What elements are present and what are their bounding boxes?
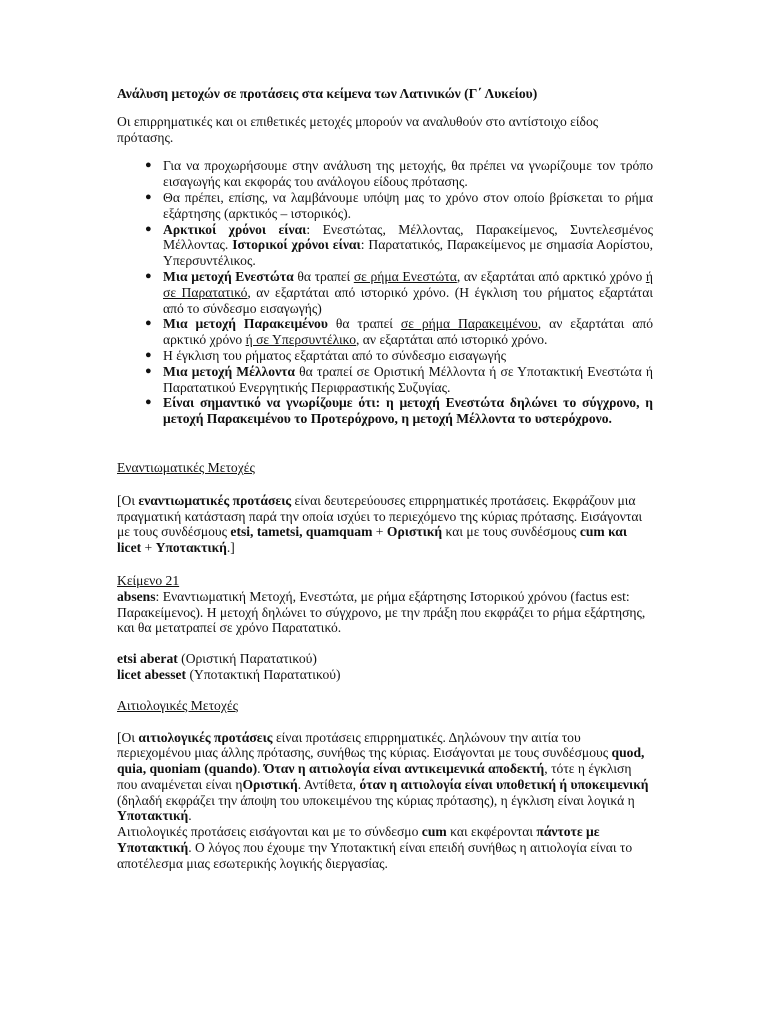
bullet-icon: ●: [145, 269, 152, 282]
bullet-icon: ●: [145, 317, 152, 330]
list-item: ● Η έγκλιση του ρήματος εξαρτάται από το σύνδεσμο εισαγωγής: [145, 347, 507, 363]
list-item: ● Μια μετοχή Παρακειμένου θα τραπεί σε ρήμα Παρακειμένου, αν εξαρτάται από αρκτικό χρόνο ή σε Υπερσυντέλικο, αν εξαρτάται από ιστορικό χρόνο.: [145, 316, 653, 348]
bullet-list: [117, 158, 653, 427]
example-line: etsi aberat (Οριστική Παρατατικού): [117, 651, 317, 667]
text-reference: Κείμενο 21: [117, 572, 180, 588]
bullet-icon: ●: [145, 348, 152, 361]
document-title: Ανάλυση μετοχών σε προτάσεις στα κείμενα των Λατινικών (Γ΄ Λυκείου): [117, 86, 538, 101]
list-item: ● Αρκτικοί χρόνοι είναι: Ενεστώτας, Μέλλοντας, Παρακείμενος, Συντελεσμένος Μέλλοντας. Ιστορικοί χρόνοι είναι: Παρατατικός, Παρακείμενος με σημασία Αορίστου, Υπερσυντέλικος.: [145, 221, 653, 269]
section-heading-causal: Αιτιολογικές Μετοχές: [117, 697, 238, 713]
bullet-icon: ●: [145, 222, 152, 235]
list-item: ● Μια μετοχή Μέλλοντα θα τραπεί σε Οριστική Μέλλοντα ή σε Υποτακτική Ενεστώτα ή Παρατατικού Ενεργητικής Περιφραστικής Συζυγίας.: [145, 363, 653, 395]
causal-cum-paragraph: Αιτιολογικές προτάσεις εισάγονται και με το σύνδεσμο cum και εκφέρονται πάντοτε με Υποτακτική. Ο λόγος που έχουμε την Υποτακτική είναι επειδή συνήθως η αιτιολογία είναι το αποτέλεσμα μιας εσωτερικής λογικής διεργασίας.: [117, 824, 633, 871]
bullet-icon: ●: [145, 364, 152, 377]
section-heading-concessive: Εναντιωματικές Μετοχές: [117, 459, 255, 475]
list-item: ● Μια μετοχή Ενεστώτα θα τραπεί σε ρήμα Ενεστώτα, αν εξαρτάται από αρκτικό χρόνο ή σε Παρατατικό, αν εξαρτάται από ιστορικό χρόνο. (Η έγκλιση του ρήματος εξαρτάται από το σύνδεσμο εισαγωγής): [145, 268, 653, 316]
list-item: ● Είναι σημαντικό να γνωρίζουμε ότι: η μετοχή Ενεστώτα δηλώνει το σύγχρονο, η μετοχή Παρακειμένου το Προτερόχρονο, η μετοχή Μέλλοντα το υστερόχρονο.: [145, 395, 653, 427]
bullet-icon: ●: [145, 159, 152, 172]
example-line: licet abesset (Υποτακτική Παρατατικού): [117, 666, 341, 682]
document-body: [117, 86, 653, 872]
absens-analysis: absens: Εναντιωματική Μετοχή, Ενεστώτα, με ρήμα εξάρτησης Ιστορικού χρόνου (factus est: Παρακείμενος). Η μετοχή δηλώνει το σύγχρονο, με την πράξη που εκφράζει το ρήμα εξάρτησης, και θα μετατραπεί σε χρόνο Παρατατικό.: [117, 588, 646, 636]
bullet-icon: ●: [145, 396, 152, 409]
bullet-icon: ●: [145, 190, 152, 203]
intro-paragraph: Οι επιρρηματικές και οι επιθετικές μετοχές μπορούν να αναλυθούν στο αντίστοιχο είδος πρότασης.: [117, 113, 599, 145]
list-item: ● Για να προχωρήσουμε στην ανάλυση της μετοχής, θα πρέπει να γνωρίζουμε τον τρόπο εισαγωγής και εκφοράς του ανάλογου είδους πρότασης.: [145, 158, 653, 190]
causal-paragraph: [Οι αιτιολογικές προτάσεις είναι προτάσεις επιρρηματικές. Δηλώνουν την αιτία του περιεχομένου μιας άλλης πρότασης, συνήθως της κύριας. Εισάγονται με τους συνδέσμους quod, quia, quoniam (quando). Όταν η αιτιολογία είναι αντικειμενικά αποδεκτή, τότε η έγκλιση που αναμένεται είναι ηΟριστική. Αντίθετα, όταν η αιτιολογία είναι υποθετική ή υποκειμενική (δηλαδή εκφράζει την άποψη του υποκειμένου της κύριας πρότασης), η έγκλιση είναι λογικά η Υποτακτική.: [117, 729, 649, 824]
concessive-paragraph: [Οι εναντιωματικές προτάσεις είναι δευτερεύουσες επιρρηματικές προτάσεις. Εκφράζουν μια πραγματική κατάσταση παρά την οποία ισχύει το περιεχόμενο της κύριας πρότασης. Εισάγονται με τους συνδέσμους etsi, tametsi, quamquam + Οριστική και με τους συνδέσμους cum και licet + Υποτακτική.]: [117, 492, 643, 556]
list-item: ● Θα πρέπει, επίσης, να λαμβάνουμε υπόψη μας το χρόνο στον οποίο βρίσκεται το ρήμα εξάρτησης (αρκτικός – ιστορικός).: [145, 189, 653, 221]
